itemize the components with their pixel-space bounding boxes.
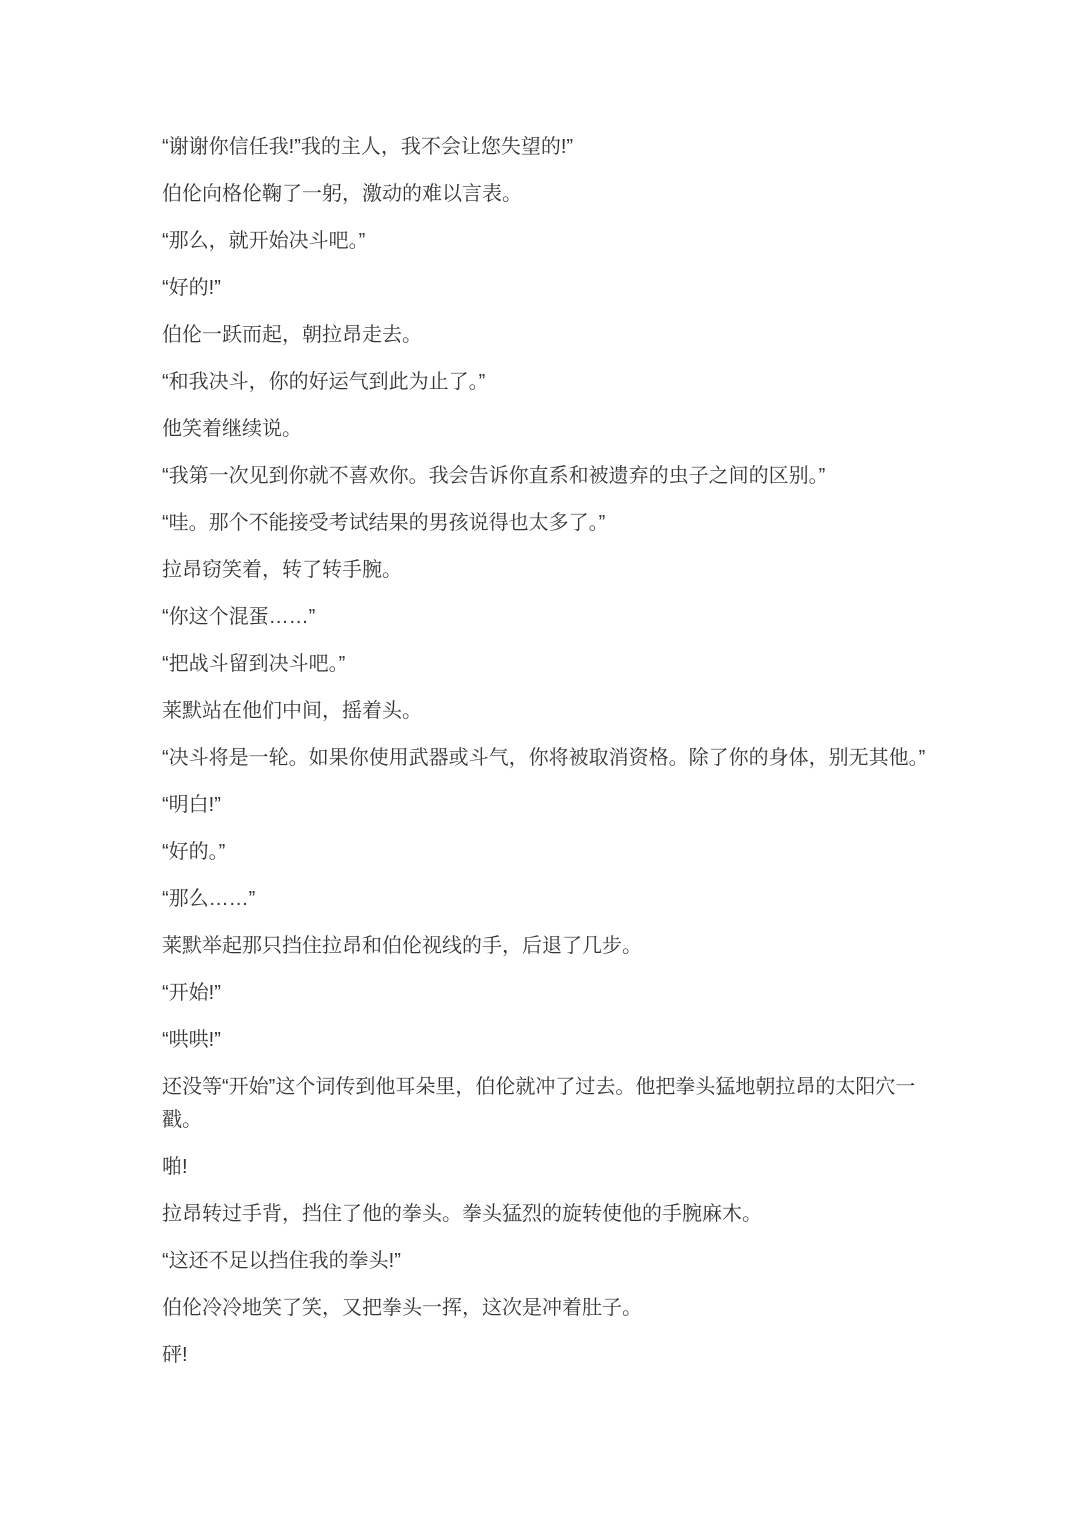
- paragraph: 莱默举起那只挡住拉昂和伯伦视线的手，后退了几步。: [162, 935, 642, 957]
- paragraph: “和我决斗，你的好运气到此为止了。”: [162, 371, 486, 393]
- paragraph: “哇。那个不能接受考试结果的男孩说得也太多了。”: [162, 512, 606, 534]
- paragraph: 砰!: [162, 1344, 188, 1366]
- paragraph: “好的。”: [162, 841, 226, 863]
- paragraph: 伯伦一跃而起，朝拉昂走去。: [162, 324, 422, 346]
- paragraph: 伯伦冷冷地笑了笑，又把拳头一挥，这次是冲着肚子。: [162, 1297, 642, 1319]
- paragraph: “这还不足以挡住我的拳头!”: [162, 1250, 401, 1272]
- page-content: [162, 131, 934, 1386]
- paragraph: “开始!”: [162, 982, 221, 1004]
- paragraph: “把战斗留到决斗吧。”: [162, 653, 346, 675]
- paragraph: 拉昂窃笑着，转了转手腕。: [162, 559, 402, 581]
- paragraph: 他笑着继续说。: [162, 418, 302, 440]
- paragraph: 还没等“开始”这个词传到他耳朵里，伯伦就冲了过去。他把拳头猛地朝拉昂的太阳穴一戳。: [162, 1076, 916, 1131]
- paragraph: “好的!”: [162, 277, 221, 299]
- paragraph: 拉昂转过手背，挡住了他的拳头。拳头猛烈的旋转使他的手腕麻木。: [162, 1203, 762, 1225]
- paragraph: “那么，就开始决斗吧。”: [162, 230, 366, 252]
- paragraph: “我第一次见到你就不喜欢你。我会告诉你直系和被遗弃的虫子之间的区别。”: [162, 465, 826, 487]
- paragraph: “明白!”: [162, 794, 221, 816]
- paragraph: 伯伦向格伦鞠了一躬，激动的难以言表。: [162, 183, 522, 205]
- paragraph: “那么……”: [162, 888, 256, 910]
- paragraph: “哄哄!”: [162, 1029, 221, 1051]
- paragraph: 啪!: [162, 1156, 188, 1178]
- paragraph: 莱默站在他们中间，摇着头。: [162, 700, 422, 722]
- paragraph: “你这个混蛋……”: [162, 606, 316, 628]
- paragraph: “决斗将是一轮。如果你使用武器或斗气，你将被取消资格。除了你的身体，别无其他。”: [162, 747, 926, 769]
- paragraph: “谢谢你信任我!”我的主人，我不会让您失望的!”: [162, 136, 574, 158]
